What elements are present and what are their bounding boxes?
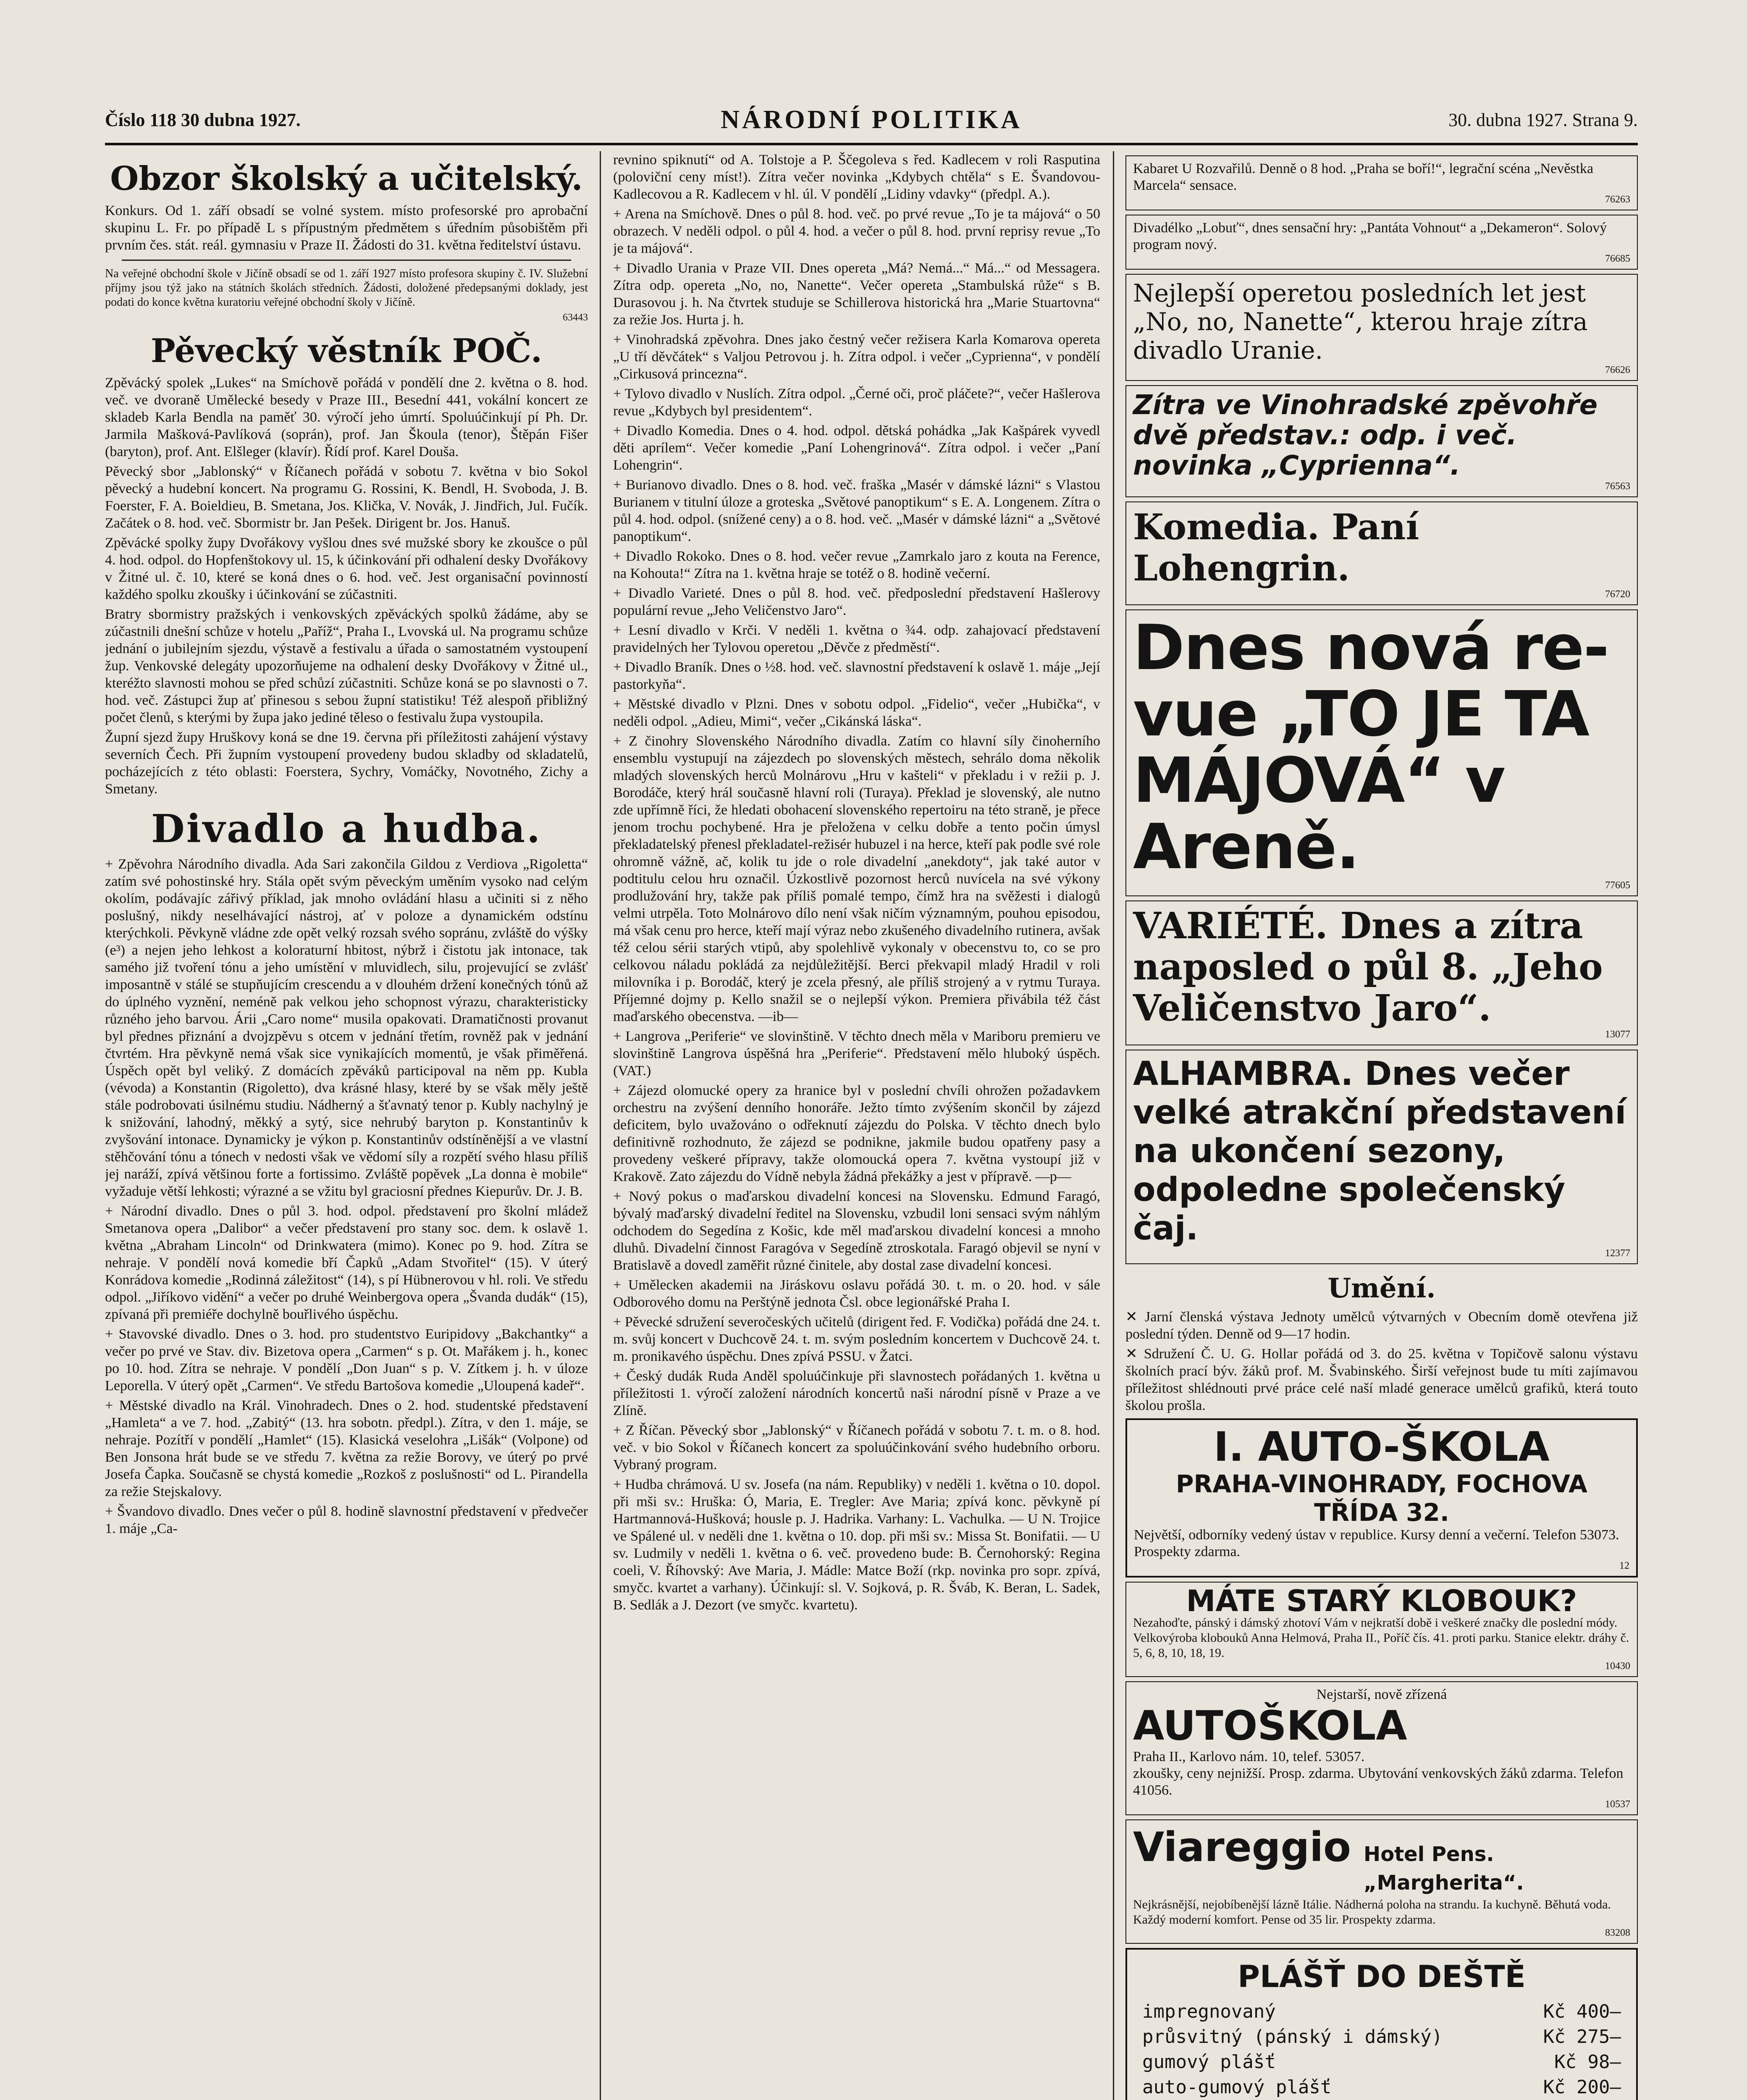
column-divider-1 — [600, 151, 601, 2100]
article-sbormistri: Bratry sbormistry pražských i venkovských zpěváckých spolků žádáme, aby se zúčastnili dnešní schůze v hotelu „Paříž“, Praha I., Lvovská ul. Na programu schůze jednání o jubilejním sjezdu, výstavě a festivalu a úřada o samostatném vystoupení žup. Venkovské delegáty upozorňujeme na odhalení desky Dvořákovy v Žitné ul., kteréžto slavnosti mohou se před schůzí zúčastniti. Schůze koná se po slavnosti o 7. hod. več. Zástupci žup ať přinesou s sebou župní statistiku! Též alespoň přibližný počet členů, s kterými by župa jako jediné těleso o festivalu župa vystoupila. — [105, 606, 588, 725]
ad-number: 63443 — [563, 312, 588, 323]
column-1 — [105, 151, 588, 2100]
ad-auto-skola — [1125, 1418, 1638, 1578]
ad-klobouk-text: Nezahoďte, pánský i dámský zhotoví Vám v nejkratší době i veškeré značky dle poslední módy. Velkovýroba klobouků Anna Helmová, Praha II., Poříč čís. 41. proti parku. Stanice elektr. dráhy č. 5, 6, 8, 10, 18, 19. — [1133, 1616, 1629, 1660]
article-stavovske: + Stavovské divadlo. Dnes o 3. hod. pro studentstvo Euripidovy „Bakchantky“ a večer po prvé ve Stav. div. Bizetova opera „Carmen“ s p. Ot. Mařákem j. h., konec po 10. hod. Zítra se nehraje. V pondělí „Don Juan“ s p. V. Zítkem j. h. v úloze Leporella. V úterý opět „Carmen“. Ve středu Bartošova komedie „Uloupená kadeř“. — [105, 1326, 588, 1394]
article-urania: + Divadlo Urania v Praze VII. Dnes opereta „Má? Nemá...“ Má...“ od Messagera. Zítra odp. opereta „No, no, Nanette“. Večer opereta „Stambulská růže“ s B. Durasovou j. h. Na čtvrtek studuje se Schillerova historická hra „Marie Stuartovna“ za režie Jos. Hurta j. h. — [613, 260, 1100, 328]
ad-vino-text: Zítra ve Vinohradské zpěvohře dvě představ.: odp. i več. novinka „Cyprienna“. — [1133, 390, 1598, 481]
article-dvorak: Zpěvácké spolky župy Dvořákovy vyšlou dnes své mužské sbory ke zkoušce o půl 4. hod. odpol. do Hopfenštokovy ul. 15, k účinkování při odhalení desky Dvořákovy v Žitné ul. č. 10, které se koná dnes o 6. hod. več. Jest organisační povinností každého spolku zkoušky i účinkování se zúčastniti. — [105, 535, 588, 602]
article-branik: + Divadlo Braník. Dnes o ½8. hod. več. slavnostní představení k oslavě 1. máje „Její pastorkyňa“. — [613, 659, 1100, 692]
price-item-name: gumový plášť — [1142, 2051, 1276, 2073]
article-ricany: + Z Říčan. Pěvecký sbor „Jablonský“ v Říčanech pořádá v sobotu 7. t. m. o 8. hod. več. v bio Sokol v Říčanech koncert za spoluúčinkování svého hudebního orboru. Vybraný program. — [613, 1423, 1100, 1473]
column-2 — [613, 151, 1100, 2100]
ad-variete-text: VARIÉTÉ. Dnes a zítra naposled o půl 8. „Jeho Veličenstvo Jaro“. — [1133, 905, 1603, 1029]
price-item-name: průsvitný (pánský i dámský) — [1142, 2026, 1443, 2048]
header-rule — [105, 143, 1638, 145]
article-plzen: + Městské divadlo v Plzni. Dnes v sobotu odpol. „Fidelio“, večer „Hubička“, v neděli odpol. „Adieu, Mimi“, večer „Cikánská láska“. — [613, 696, 1100, 729]
article-dudak: + Český dudák Ruda Anděl spoluúčinkuje při slavnostech pořádaných 1. května u příležitosti 1. výročí založení národních koncertů naši národní písně v Praze a ve Zlíně. — [613, 1368, 1100, 1418]
section-title-singing: Pěvecký věstník POČ. — [150, 332, 543, 370]
article-svandovo: + Švandovo divadlo. Dnes večer o půl 8. hodině slavnostní představení v předvečer 1. máje „Ca- — [105, 1504, 588, 1536]
ad-auto-text: Největší, odborníky vedený ústav v republice. Kursy denní a večerní. Telefon 53073. Prospekty zdarma. — [1134, 1527, 1619, 1559]
price-item-name: impregnovaný — [1142, 2001, 1276, 2022]
price-item-price: Kč 275— — [1543, 2026, 1621, 2048]
ad-number: 76685 — [1605, 253, 1630, 264]
section-title-art: Umění. — [1327, 1273, 1436, 1304]
ad-auto-title: I. AUTO-ŠKOLA — [1214, 1423, 1550, 1470]
article-jednota: ✕ Jarní členská výstava Jednoty umělců výtvarných v Obecním domě otevřena již poslední týden. Denně od 9—17 hodin. — [1125, 1309, 1638, 1342]
ad-auto-sub: PRAHA-VINOHRADY, FOCHOVA TŘÍDA 32. — [1176, 1470, 1587, 1527]
ad-number: 10537 — [1605, 1799, 1630, 1810]
price-item-name: auto-gumový plášť — [1142, 2076, 1332, 2098]
ad-number: 76563 — [1605, 481, 1630, 492]
article-hruska: Župní sjezd župy Hruškovy koná se dne 19. června při příležitosti zahájení výstavy severních Čech. Při župním vystoupení provedeny budou skladby od skladatelů, pocházejících z této oblasti: Foerstera, Sychry, Vomáčky, Novotného, Zichy a Smetany. — [105, 730, 588, 797]
article-rasputin: revnino spiknutí“ od A. Tolstoje a P. Ščegoleva s řed. Kadlecem v roli Rasputina (poloviční ceny míst!). Zítra večer novinka „Kdybych chtěla“ s E. Švandovou-Kadlecovou a R. Kadlecem v hl. úl. V pondělí „Lidiny vdavky“ (předpl. A.). — [613, 152, 1100, 202]
price-row — [1134, 1999, 1629, 2024]
article-variete: + Divadlo Varieté. Dnes o půl 8. hod. več. předposlední představení Hašlerovy populární revue „Jeho Veličenstvo Jaro“. — [613, 585, 1100, 618]
article-periferie: + Langrova „Periferie“ ve slovinštině. V těchto dnech měla v Mariboru premieru ve slovinštině Langrova úspěšná hra „Periferie“. Představení mělo hluboký úspěch. (VAT.) — [613, 1029, 1100, 1079]
price-item-price: Kč 200— — [1543, 2076, 1621, 2098]
ad-komedia — [1125, 501, 1638, 605]
ad-autoskola2 — [1125, 1681, 1638, 1815]
ad-autoskola2-brand: AUTOŠKOLA — [1133, 1702, 1407, 1749]
issue-number: Číslo 118 30 dubna 1927. — [105, 110, 301, 130]
price-row — [1134, 2075, 1629, 2100]
ad-klobouk — [1125, 1582, 1638, 1677]
article-ucitele: + Pěvecké sdružení severočeských učitelů (dirigent řed. F. Vodička) pořádá dne 24. t. m. svůj koncert v Duchcově 24. t. m. svým posledním koncertem v Duchcově 24. t. m. pronikavého úspěchu. Dnes zpívá PSSU. v Žatci. — [613, 1314, 1100, 1364]
article-narodni: + Národní divadlo. Dnes o půl 3. hod. odpol. představení pro školní mládež Smetanova opera „Dalibor“ a večer představení pro stany soc. dem. k oslavě 1. května „Abraham Lincoln“ od Drinkwatera (mimo). Konec po 9. hod. Zítra se nehraje. V pondělí nová komedie bří Čapků „Adam Stvořitel“ (15). V úterý Konrádova komedie „Rodinná záležitost“ (14), s pí Hübnerovou v hl. roli. Ve středu odpol. „Jiříkovo vidění“ a večer po druhé Weinbergova opera „Švanda dudák“ (15), zpívaná při premiéře dochylně bouřlivého úspěchu. — [105, 1203, 588, 1322]
ad-autoskola2-addr: Praha II., Karlovo nám. 10, telef. 53057. — [1133, 1749, 1365, 1764]
separator — [122, 260, 571, 261]
article-lukes: Zpěvácký spolek „Lukes“ na Smíchově pořádá v pondělí dne 2. května o 8. hod. več. ve dvoraně Umělecké besedy v Praze III., Besední 441, vokální koncert ze skladeb Karla Bendla na paměť 30. výročí jeho úmrtí. Spoluúčinkují pí Ph. Dr. Jarmila Mašková-Pavlíková (soprán), prof. Jan Škoula (tenor), Štěpán Fišer (baryton), prof. Ant. Elšleger (klavír). Řídí prof. Karel Douša. — [105, 375, 588, 459]
ad-lobut-text: Divadélko „Lobuť“, dnes sensační hry: „Pantáta Vohnout“ a „Dekameron“. Solový program nový. — [1133, 220, 1607, 252]
ad-klobouk-title: MÁTE STARÝ KLOBOUK? — [1186, 1584, 1577, 1618]
ad-viareggio — [1125, 1819, 1638, 1944]
section-title-theatre: Divadlo a hudba. — [151, 806, 542, 851]
ad-uranie-text: Nejlepší operetou posledních let jest „No, no, Nanette“, kterou hraje zítra divadlo Uranie. — [1133, 279, 1588, 365]
ad-variete — [1125, 900, 1638, 1045]
ad-number: 76626 — [1605, 365, 1630, 375]
price-item-price: Kč 400— — [1543, 2001, 1621, 2022]
price-row — [1134, 2050, 1629, 2075]
ad-number: 77605 — [1605, 880, 1630, 891]
ad-arena-line2: vue „TO JE TA — [1133, 678, 1589, 750]
ad-viareggio-brand: Viareggio — [1133, 1824, 1351, 1871]
article-hollar: ✕ Sdružení Č. U. G. Hollar pořádá od 3. do 25. května v Topičově salonu výstavu školních prací býv. žáků prof. M. Švabinského. Širší veřejnost bude tu míti zajímavou příležitost shlédnouti prvé práce celé naší mladé generace umělců grafiků, která touto školou prošla. — [1125, 1346, 1638, 1413]
price-list — [1134, 1999, 1629, 2100]
ad-lobut — [1125, 215, 1638, 270]
section-title-school: Obzor školský a učitelský. — [110, 160, 583, 198]
article-akademie: + Umělecken akademii na Jiráskovu oslavu pořádá 30. t. m. o 20. hod. v sále Odborového domu na Perštýně jednota Čsl. obce legionářské Praha I. — [613, 1277, 1100, 1310]
article-farago: + Nový pokus o maďarskou divadelní koncesi na Slovensku. Edmund Faragó, bývalý maďarský divadelní ředitel na Slovensku, vzbudil loni sensaci svým náhlým odchodem do Segedína z Košic, kde měl maďarskou divadelní koncesi a mnoho dluhů. Divadelní činnost Faragóva v Segedíně ztroskotala. Faragó objevil se nyní v Bratislavě a dovedl zaměřit různé činitele, aby dostal zase divadelní koncesi. — [613, 1189, 1100, 1273]
ad-number: 10430 — [1605, 1661, 1630, 1672]
article-arena: + Arena na Smíchově. Dnes o půl 8. hod. več. po prvé revue „To je ta májová“ o 50 obrazech. V neděli odpol. o půl 4. hod. a večer o půl 8. hod. první reprisy revue „To je ta májová“. — [613, 206, 1100, 256]
article-krc: + Lesní divadlo v Krči. V neděli 1. května o ¾4. odp. zahajovací představení pravidelných her Tylovou operetou „Děvče z předměstí“. — [613, 622, 1100, 655]
article-jicin: Na veřejné obchodní škole v Jičíně obsadí se od 1. září 1927 místo profesora skupiny č. IV. Služební příjmy jsou týž jako na státních školách středních. Žádosti, doložené předepsanými doklady, jest podati do konce května kuratoriu veřejné obchodní školy v Jičíně. — [105, 267, 588, 309]
ad-kabaret-text: Kabaret U Rozvařilů. Denně o 8 hod. „Praha se boří!“, legrační scéna „Nevěstka Marcela“ sensace. — [1133, 161, 1594, 193]
ad-arena-line3: MÁJOVÁ“ v — [1133, 744, 1505, 816]
article-vinohradska: + Vinohradská zpěvohra. Dnes jako čestný večer režisera Karla Komarova opereta „U tří děvčátek“ s Valjou Petrovou j. h. Zítra odpol. i večer „Cyprienna“, v pondělí „Cirkusová princezna“. — [613, 332, 1100, 382]
ad-arena-line4: Areně. — [1133, 811, 1359, 883]
ad-viareggio-hotel: Hotel Pens. „Margherita“. — [1364, 1843, 1524, 1895]
article-olomouc: + Zájezd olomucké opery za hranice byl v poslední chvíli ohrožen požadavkem orchestru na zvýšení denního honoráře. Ježto tímto zvýšením skončil by zájezd deficitem, bylo uvažováno o odřeknutí zájezdu do Polska. V těchto dnech bylo definitivně rozhodnuto, že zájezd se podnikne, jakmile budou opatřeny pasy a provedeny veškeré přípravy, takže olomoucká opera 7. května vystoupí již v Krakově. Zato zájezdu do Vídně nebyla žádná překážky a jest v přípravě. —p— — [613, 1083, 1100, 1184]
ad-number: 13077 — [1605, 1029, 1630, 1040]
article-konkurs: Konkurs. Od 1. září obsadí se volné system. místo profesorské pro aprobační skupinu L. Fr. po případě L s přípustným předmětem s úředním působištěm při prvním čes. stát. reál. gymnasiu v Praze II. Žádosti do 31. května ředitelství ústavu. — [105, 203, 588, 253]
ad-autoskola2-head: Nejstarší, nově zřízená — [1316, 1687, 1447, 1702]
price-row — [1134, 2024, 1629, 2050]
article-burian: + Burianovo divadlo. Dnes o 8. hod. več. fraška „Masér v dámské lázni“ s Vlastou Burianem v titulní úloze a groteska „Světové panoptikum“ s E. A. Longenem. Zítra o půl 4. hod. odpol. (snížené ceny) a o 8. hod. več. „Masér v dámské lázni“ a „Světové panoptikum“. — [613, 477, 1100, 544]
ad-number: 12377 — [1605, 1248, 1630, 1259]
article-tylovo: + Tylovo divadlo v Nuslích. Zítra odpol. „Černé oči, proč pláčete?“, večer Hašlerova revue „Kdybych byl presidentem“. — [613, 386, 1100, 419]
ad-kabaret — [1125, 155, 1638, 210]
article-slovak: + Z činohry Slovenského Národního divadla. Zatím co hlavní síly činoherního ensemblu vystupují na zájezdech po slovenských městech, sehrálo doma několik mladých slovenských herců Molnárovu „Hru v kašteli“ v překladu i v režii p. J. Borodáče, který hrál současně hlavní roli (Turaya). Překlad je slovenský, ale nutno zde upřímně říci, že hledati obohacení slovenského repertoiru na této straně, je přece jenom trochu pochybené. Hra je přeložena v celku dobře a tento počin úmysl překladatelský přenesl překladatel-režisér hubuzel i na herce, kteří pak podle své role ohromně vážně, ač, kolik tu jde o role divadelní „anekdoty“, jak také autor v podtitulu celou hru označil. Úzkostlivě pozornost herců nuvícela na své výkony prodlužování hry, takže pak příliš pomalé tempo, čímž hra na svěžesti i dialogů velmi utrpěla. Toto Molnárovo dílo není však ničím významným, pouhou episodou, má však cenu pro herce, kteří mají výraz nebo zkušeného divadelního rutinera, avšak též celou sérii starých vtipů, aby spolehlivě vykonaly v obecenstvu to, co se pro celkovou náladu pokládá za nejdůležitější. Berci překvapil mladý Hradil v roli milovníka i p. Borodáč, který je zcela přesný, ale příliš strojený a v rytmu Turaya. Příjemné dojmy p. Kello snažil se o nejlepší výkon. Premiera přivábila též část maďarského obecenstva. —ib— — [613, 733, 1100, 1024]
ad-komedia-text: Komedia. Paní Lohengrin. — [1133, 506, 1419, 589]
ad-number: 76720 — [1605, 589, 1630, 600]
newspaper-title: NÁRODNÍ POLITIKA — [721, 105, 1022, 134]
ad-autoskola2-text: zkoušky, ceny nejnižší. Prosp. zdarma. Ubytování venkovských žáků zdarma. Telefon 41056. — [1133, 1766, 1624, 1798]
ad-arena-line1: Dnes nová re- — [1133, 612, 1608, 684]
ad-alhambra-text: ALHAMBRA. Dnes večer velké atrakční představení na ukončení sezony, odpoledne společenský čaj. — [1133, 1055, 1626, 1247]
article-rokoko: + Divadlo Rokoko. Dnes o 8. hod. večer revue „Zamrkalo jaro z kouta na Ference, na Kohouta!“ Zítra na 1. května hraje se totéž o 8. hodině večerní. — [613, 549, 1100, 581]
column-divider-2 — [1113, 151, 1114, 2100]
ad-number: 76263 — [1605, 194, 1630, 205]
ad-alhambra — [1125, 1050, 1638, 1264]
article-komedia: + Divadlo Komedia. Dnes o 4. hod. odpol. dětská pohádka „Jak Kašpárek vyvedl děti aprílem“. Večer komedie „Paní Lohengrinová“. Zítra odpol. i večer „Paní Lohengrin“. — [613, 423, 1100, 473]
column-3 — [1125, 151, 1638, 2100]
ad-arena — [1125, 609, 1638, 896]
ad-uranie — [1125, 274, 1638, 381]
article-zpevohra: + Zpěvohra Národního divadla. Ada Sari zakončila Gildou z Verdiova „Rigoletta“ zatím své pohostinské hry. Stála opět svým pěveckým uměním vysoko nad celým okolím, podávajíc zářivý příklad, jak mnoho ovládání hlasu a učiniti si z něho poslušný, nikdy neselhávající nástroj, ať v poloze a dynamickém odstínu kterýchkoli. Pěvkyně vládne zde opět velký rozsah svého sopránu, zvláště do výšky (e³) a nejen jeho lehkost a koloraturní hbitost, nýbrž i čistotu jak intonace, tak samého již tvoření tónu a jeho umístění v mluvidlech, silu, projevující se zvlášť imposantně v stálé se stupňujícím crescendu a v dlouhém držení konečných tónů až do úplného vyznění, neméně pak velkou jeho schopnost výrazu, charakteristicky různého jeho barvou. Árii „Caro nome“ musila opakovati. Dramatičnosti provanut byl přednes přiznání a dvojzpěvu s otcem v jednání třetím, rovněž pak v jednání čtvrtém. Hra pěvkyně nemá však sice vynikajících momentů, je však přiměřená. Úspěch opět byl veliký. Z domácích zpěváků participoval na něm pp. Kubla (vévoda) a Konstantin (Rigoletto), dva krásné hlasy, které by se však měly ještě stále podrobovati úsilnému studiu. Nádherný a šťavnatý tenor p. Kubly nachylný je k snižování, lahodný, měkký a sytý, sice nehrubý baryton p. Konstantinův k zvyšování intonace. Dynamicky je výkon p. Konstantinův odstíněnější a ve vlastní stěhčování tónu a tónech v nedosti však ve vědomí síly a rozpětí svého hlasu příliš jej naráží, zpívá většinou forte a fortissimo. Zvláště popěvek „La donna è mobile“ vyžaduje větší lehkosti; výrazné a se vžitu byl graciosní přednes Kiepurův. Dr. J. B. — [105, 856, 588, 1199]
ad-viareggio-text: Nejkrásnější, nejobíbenější lázně Itálie. Nádherná poloha na strandu. Ia kuchyně. Běhutá voda. Každý moderní komfort. Pense od 35 lir. Prospekty zdarma. — [1133, 1898, 1611, 1927]
ad-number: 83208 — [1605, 1927, 1630, 1938]
price-item-price: Kč 98— — [1554, 2051, 1621, 2073]
article-jablonsky: Pěvecký sbor „Jablonský“ v Říčanech pořádá v sobotu 7. května v bio Sokol pěvecký a hudební koncert. Na programu G. Rossini, K. Bendl, H. Svoboda, J. B. Foerster, F. A. Boieldieu, B. Smetana, Jos. Klička, V. Novák, J. Jindřich, Jul. Fučík. Začátek o 8. hod. več. Sbormistr br. Jan Pešek. Dirigent br. Jos. Hanuš. — [105, 464, 588, 531]
ad-number: 12 — [1619, 1560, 1629, 1571]
page-date: 30. dubna 1927. Strana 9. — [1448, 110, 1638, 130]
page-header — [105, 105, 1638, 143]
ad-vinohradska — [1125, 385, 1638, 497]
article-hudba: + Hudba chrámová. U sv. Josefa (na nám. Republiky) v neděli 1. května o 10. dopol. při mši sv.: Hruška: Ó, Maria, E. Tregler: Ave Maria; zpívá konc. pěvkyně pí Hartmannová-Hušková; housle p. J. Hadrika. Varhany: L. Vachulka. — U N. Trojice ve Spálené ul. v neděli dne 1. května o 10. dop. při mši sv.: Missa St. Bonifatii. — U sv. Ludmily v neděli 1. května o 6. več. provedeno bude: B. Černohorský: Regina coeli, V. Říhovský: Ave Maria, J. Mádle: Matce Boží (rkp. novinka pro sopr. zpívá, smyčc. kvartet a varhany). Účinkují: sl. V. Sojková, p. R. Šváb, K. Beran, L. Sadek, B. Sedlák a J. Dezort (ve smyčc. kvartetu). — [613, 1477, 1100, 1613]
article-vinohrady: + Městské divadlo na Král. Vinohradech. Dnes o 2. hod. studentské představení „Hamleta“ a ve 7. hod. „Zabitý“ (13. hra sobotn. předpl.). Zítra, v den 1. máje, se nehraje. Pozítří v pondělí „Hamlet“ (15). Klasická veselohra „Lišák“ (Volpone) od Ben Jonsona hrát bude se ve středu 7. května za režie Borovy, ve úterý po prvé Josefa Čapka. Současně se chystá komedie „Rozkoš z poslušnosti“ od L. Pirandella za režie Stejskalovy. — [105, 1398, 588, 1499]
ad-plast — [1125, 1948, 1638, 2100]
ad-plast-title: PLÁŠŤ DO DEŠTĚ — [1238, 1959, 1526, 1994]
